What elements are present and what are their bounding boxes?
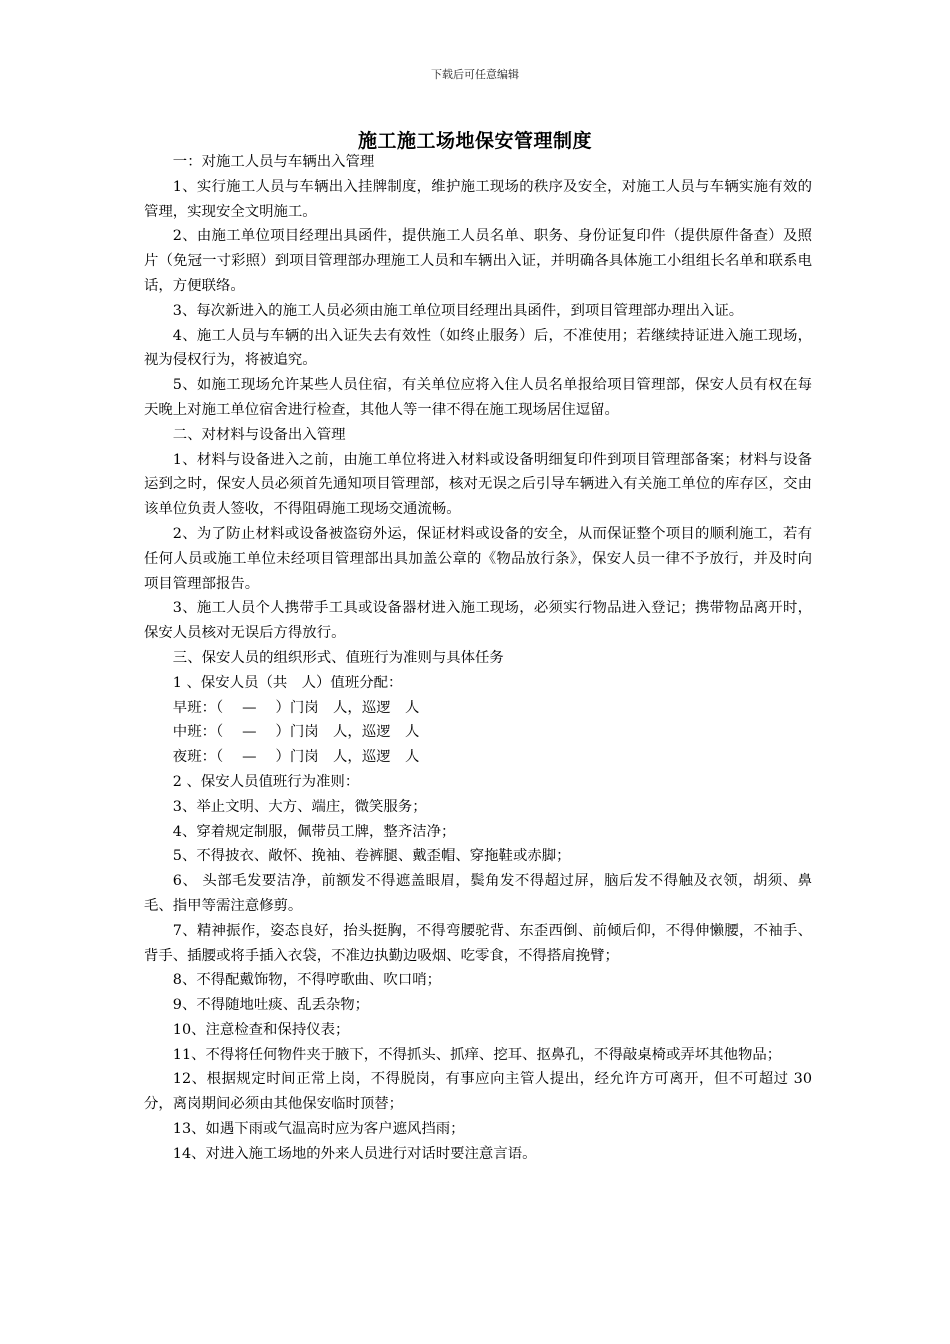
rule-4: 4、穿着规定制服，佩带员工牌，整齐洁净； xyxy=(172,823,456,840)
page-header-note: 下载后可任意编辑 xyxy=(431,68,519,81)
rule-13: 13、如遇下雨或气温高时应为客户遮风挡雨； xyxy=(172,1121,465,1138)
section-heading-1: 一：对施工人员与车辆出入管理 xyxy=(172,154,375,170)
section-heading-2: 二、对材料与设备出入管理 xyxy=(172,426,346,443)
rule-12: 12、根据规定时间正常上岗，不得脱岗，有事应向主管人提出，经允许方可离开，但不可超过 30 分，离岗期间必须由其他保安临时顶替； xyxy=(144,1071,812,1113)
paragraph-1-4: 4、施工人员与车辆的出入证失去有效性（如终止服务）后，不准使用；若继续持证进入施工现场，视为侵权行为，将被追究。 xyxy=(144,327,812,369)
paragraph-1-5: 5、如施工现场允许某些人员住宿，有关单位应将入住人员名单报给项目管理部，保安人员有权在每天晚上对施工单位宿舍进行检查，其他人等一律不得在施工现场居住逗留。 xyxy=(144,377,812,418)
paragraph-2-3: 3、施工人员个人携带手工具或设备器材进入施工现场，必须实行物品进入登记；携带物品离开时，保安人员核对无误后方得放行。 xyxy=(144,600,812,642)
rule-3: 3、举止文明、大方、端庄，微笑服务； xyxy=(172,798,427,815)
rule-5: 5、不得披衣、敞怀、挽袖、卷裤腿、戴歪帽、穿拖鞋或赤脚； xyxy=(172,848,571,865)
rule-10: 10、注意检查和保持仪表； xyxy=(172,1021,350,1038)
rule-11: 11、不得将任何物件夹于腋下，不得抓头、抓痒、挖耳、抠鼻孔，不得敲桌椅或弄坏其他物品； xyxy=(172,1046,782,1063)
paragraph-1-1: 1、实行施工人员与车辆出入挂牌制度，维护施工现场的秩序及安全，对施工人员与车辆实施有效的管理，实现安全文明施工。 xyxy=(144,178,812,220)
paragraph-2-1: 1、材料与设备进入之前，由施工单位将进入材料或设备明细复印件到项目管理部备案；材料与设备运到之时，保安人员必须首先通知项目管理部，核对无误之后引导车辆进入有关施工单位的库存区，交由该单位负责人签收，不得阻碍施工现场交通流畅。 xyxy=(144,451,812,518)
rule-14: 14、对进入施工场地的外来人员进行对话时要注意言语。 xyxy=(172,1145,537,1162)
rule-8: 8、不得配戴饰物，不得哼歌曲、吹口哨； xyxy=(172,972,441,989)
rule-7: 7、精神振作，姿态良好，抬头挺胸，不得弯腰驼背、东歪西倒、前倾后仰，不得伸懒腰，不袖手、背手、插腰或将手插入衣袋，不准边执勤边吸烟、吃零食，不得搭肩挽臂； xyxy=(144,922,812,964)
paragraph-2-2: 2、为了防止材料或设备被盗窃外运，保证材料或设备的安全，从而保证整个项目的顺利施工，若有任何人员或施工单位未经项目管理部出具加盖公章的《物品放行条》，保安人员一律不予放行，并及时向项目管理部报告。 xyxy=(144,525,812,592)
shift-night: 夜班：（ — ）门岗 人，巡逻 人 xyxy=(172,749,420,766)
document-title: 施工施工场地保安管理制度 xyxy=(357,130,592,152)
document-body xyxy=(144,150,812,1167)
paragraph-3-1: 1 、保安人员（共 人）值班分配： xyxy=(172,674,403,691)
section-heading-3: 三、保安人员的组织形式、值班行为准则与具体任务 xyxy=(172,649,504,666)
shift-midday: 中班：（ — ）门岗 人，巡逻 人 xyxy=(172,724,420,741)
shift-morning: 早班：（ — ）门岗 人，巡逻 人 xyxy=(172,699,420,716)
paragraph-1-2: 2、由施工单位项目经理出具函件，提供施工人员名单、职务、身份证复印件（提供原件备查）及照片（免冠一寸彩照）到项目管理部办理施工人员和车辆出入证，并明确各具体施工小组组长名单和联系电话，方便联络。 xyxy=(144,228,812,294)
rule-9: 9、不得随地吐痰、乱丢杂物； xyxy=(172,997,370,1014)
paragraph-1-3: 3、每次新进入的施工人员必须由施工单位项目经理出具函件，到项目管理部办理出入证。 xyxy=(172,302,744,319)
paragraph-3-2: 2 、保安人员值班行为准则： xyxy=(172,773,360,790)
rule-6: 6、 头部毛发要洁净，前额发不得遮盖眼眉，鬓角发不得超过屏，脑后发不得触及衣领，胡须、鼻毛、指甲等需注意修剪。 xyxy=(144,873,812,914)
